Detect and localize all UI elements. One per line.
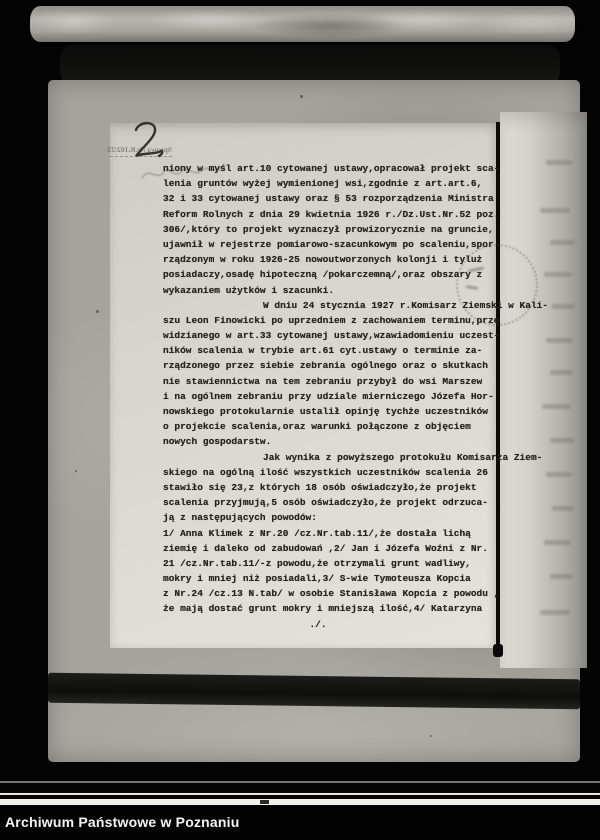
typed-text <box>163 161 549 632</box>
typed-line: nowych gospodarstw. <box>163 436 272 448</box>
typed-line: scalenia przyjmują,5 osób oświadczyło,że projekt odrzuca- <box>163 497 488 509</box>
typed-line: nie stawiennictwa na tem zebraniu przybył do wsi Marszew <box>163 375 483 387</box>
film-frame-notch <box>260 800 269 804</box>
typed-line: 1/ Anna Klimek z Nr.20 /cz.Nr.tab.11/,że dostała lichą <box>163 527 471 539</box>
page-fold-corner <box>493 644 503 657</box>
bleedthrough-smudge <box>546 472 572 477</box>
typed-line: ników scalenia w trybie art.61 cyt.ustawy o terminie za- <box>163 345 483 357</box>
archive-caption-bar <box>0 806 600 840</box>
typed-line: rządzonego przez siebie zebrania ogólnego oraz o skutkach <box>163 360 488 372</box>
typed-line: skiego na ogólną ilość wszystkich uczestników scalenia 26 <box>163 466 488 478</box>
typed-line: wykazaniem użytków i szacunki. <box>163 284 335 296</box>
film-frame-line <box>0 781 600 783</box>
typed-line: posiadaczy,osadę hipoteczną /pokarczemną/,oraz obszary z <box>163 269 483 281</box>
book-edge-band <box>30 6 575 42</box>
typed-line: że mają dostać grunt mokry i mniejszą ilość,4/ Katarzyna <box>163 603 483 615</box>
bleedthrough-case-number: Sprawa Nr.R.102/25 <box>110 145 172 157</box>
bleedthrough-smudge <box>552 506 574 511</box>
typed-line: z Nr.24 /cz.13 N.tab/ w osobie Stanisława Kopcia z powodu , <box>163 588 500 600</box>
bleedthrough-smudge <box>550 240 574 245</box>
typed-line: szu Leon Finowicki po uprzedniem z zachowaniem terminu,prze <box>163 314 500 326</box>
bleedthrough-smudge <box>546 160 572 165</box>
bleedthrough-smudge <box>550 574 573 579</box>
typed-line: lenia gruntów wyżej wymienionej wsi,zgodnie z art.art.6, <box>163 178 483 190</box>
typed-line: 32 i 33 cytowanej ustawy oraz § 53 rozporządzenia Ministra <box>163 193 494 205</box>
typed-line: ./. <box>309 618 327 630</box>
typed-line: niony w myśl art.10 cytowanej ustawy,opracował projekt sca- <box>163 163 500 174</box>
typed-line: 306/,który to projekt wyznaczył prowizorycznie na gruncie, <box>163 223 494 235</box>
typed-line: ujawnił w rejestrze pomiarowo-szacunkowym po scaleniu,spor <box>163 238 494 250</box>
bleedthrough-smudge <box>540 610 570 615</box>
bleedthrough-smudge <box>544 272 572 277</box>
bleedthrough-smudge <box>542 404 571 409</box>
typed-line: nowskiego protokularnie ustalił opinję tychże uczestników <box>163 406 488 417</box>
typed-line: stawiło się 23,z których 18 osób oświadczyło,że projekt <box>163 481 477 493</box>
typed-line: ziemię i daleko od zabudowań ,2/ Jan i Józefa Woźni z Nr. <box>163 542 488 554</box>
bleedthrough-smudge <box>546 338 573 343</box>
typed-line: i na ogólnem zebraniu przy udziale mierniczego Józefa Hor- <box>163 390 494 402</box>
film-frame-band <box>0 799 600 805</box>
typed-line: Reform Rolnych z dnia 29 kwietnia 1926 r./Dz.Ust.Nr.52 poz. <box>163 208 500 220</box>
bleedthrough-smudge <box>540 208 570 213</box>
typed-line: Jak wynika z powyższego protokułu Komisarza Ziem- <box>263 451 543 463</box>
film-frame-line <box>0 793 600 795</box>
bleedthrough-smudge <box>550 370 573 375</box>
bleedthrough-smudge <box>550 438 574 443</box>
bleedthrough-smudge <box>544 540 571 545</box>
bleedthrough-smudge <box>552 304 574 309</box>
typed-line: 21 /cz.Nr.tab.11/-z powodu,że otrzymali grunt wadliwy, <box>163 557 471 569</box>
archive-caption: Archiwum Państwowe w Poznaniu <box>5 814 240 830</box>
typed-line: widzianego w art.33 cytowanej ustawy,wzawiadomieniu uczest- <box>163 330 500 342</box>
typed-line: ją z następujących powodów: <box>163 512 317 524</box>
typed-line: mokry i mniej niż posiadali,3/ S-wie Tymoteusza Kopcia <box>163 573 471 585</box>
next-page-strip <box>500 112 587 668</box>
typed-line: rządzonym w roku 1926-25 nowoutworzonych kolonji i tyluż <box>163 254 483 266</box>
typed-line: o projekcie scalenia,oraz warunki połączone z objęciem <box>163 421 471 433</box>
typed-line: W dniu 24 stycznia 1927 r.Komisarz Ziemski w Kali- <box>263 299 549 311</box>
